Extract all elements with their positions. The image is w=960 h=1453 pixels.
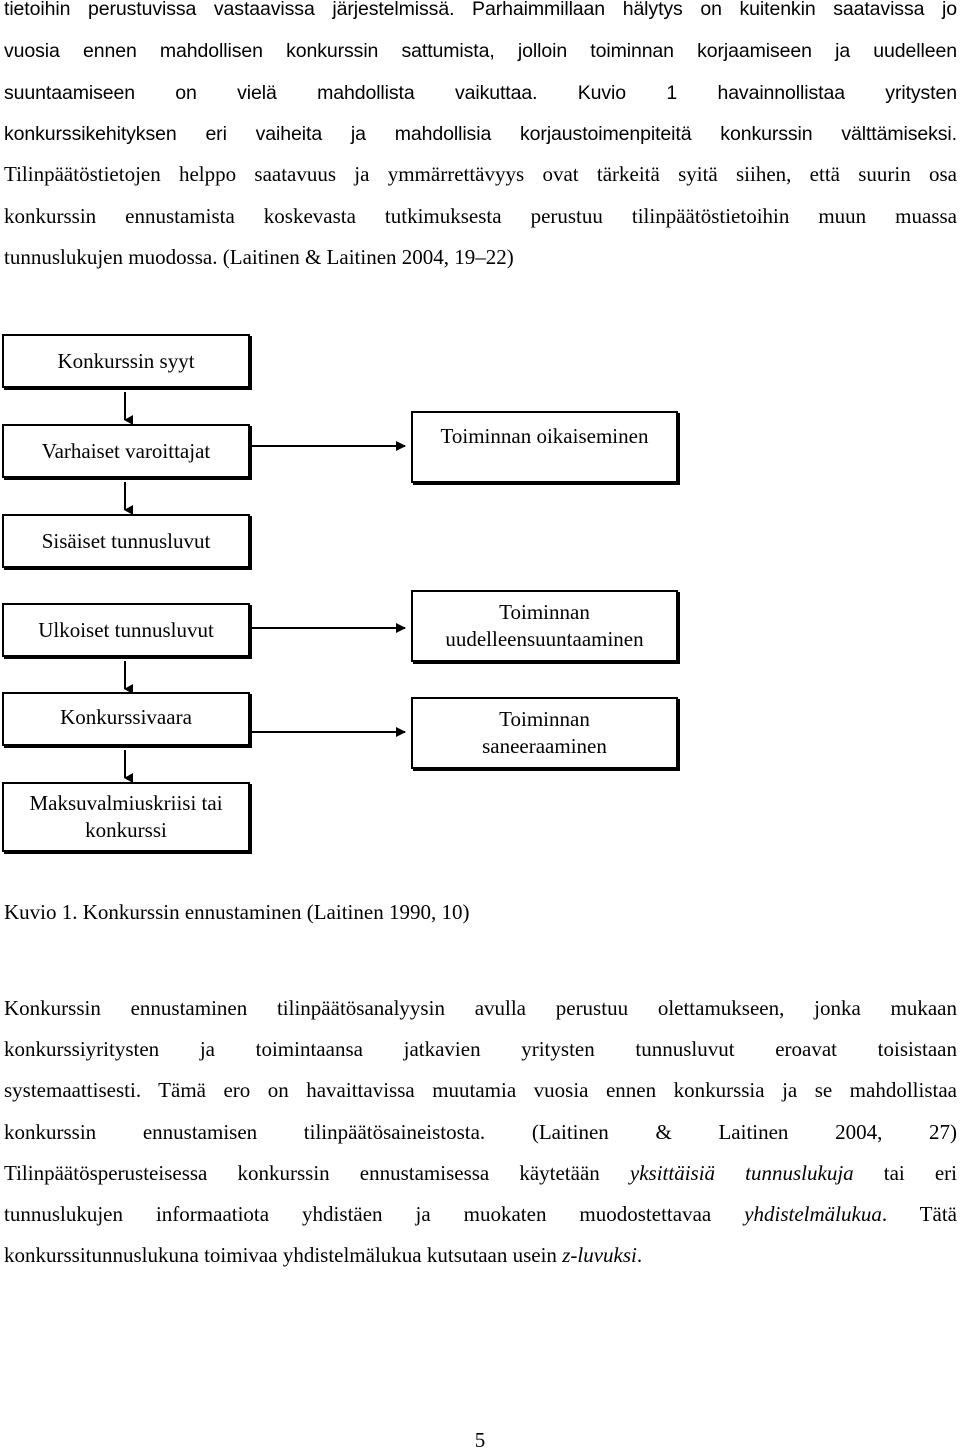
emphasis-term: yhdistelmälukua <box>744 1202 882 1226</box>
box-restructuring <box>411 697 678 769</box>
figure-caption: Kuvio 1. Konkurssin ennustaminen (Laitinen 1990, 10) <box>4 900 470 924</box>
box-bankruptcy-risk <box>2 692 250 746</box>
page-number: 5 <box>474 1428 486 1452</box>
text-run: konkurssitunnuslukuna toimivaa yhdistelmälukua kutsutaan usein <box>4 1243 563 1267</box>
box-label: uudelleensuuntaaminen <box>445 627 644 651</box>
box-label: Maksuvalmiuskriisi tai <box>29 791 223 815</box>
emphasis-term: yksittäisiä tunnuslukuja <box>629 1161 854 1185</box>
box-label: Toiminnan <box>499 707 590 731</box>
box-external-ratios <box>2 603 250 657</box>
box-label: Konkurssin syyt <box>57 348 195 373</box>
text-line: tunnuslukujen muodossa. (Laitinen & Laitinen 2004, 19–22) <box>4 245 514 269</box>
box-label: konkurssi <box>85 818 167 842</box>
text-run: . <box>636 1243 643 1267</box>
box-label: Toiminnan <box>499 600 590 624</box>
box-label: Sisäiset tunnusluvut <box>41 528 211 553</box>
text-line: konkurssikehityksen eri vaiheita ja mahdollisia korjaustoimenpiteitä konkurssin välttämiseksi. <box>4 123 957 145</box>
box-label: saneeraaminen <box>482 734 607 758</box>
text-line: systemaattisesti. Tämä ero on havaittavissa muutamia vuosia ennen konkurssia ja se mahdollistaa <box>4 1078 957 1102</box>
box-redirection <box>411 590 678 662</box>
box-correction <box>411 411 678 483</box>
text-line: Tilinpäätöstietojen helppo saatavuus ja ymmärrettävyys ovat tärkeitä syitä siihen, että suurin osa <box>4 162 957 186</box>
text-line <box>4 1161 957 1186</box>
text-run: tai eri <box>853 1161 957 1185</box>
box-label: Konkurssivaara <box>60 705 192 729</box>
text-run: . Tätä <box>881 1202 957 1226</box>
box-label: Ulkoiset tunnusluvut <box>38 617 214 642</box>
text-line: konkurssin ennustamista koskevasta tutkimuksesta perustuu tilinpäätöstietoihin muun muassa <box>4 204 957 228</box>
emphasis-term: z-luvuksi <box>562 1243 637 1267</box>
text-line: konkurssiyritysten ja toimintaansa jatkavien yritysten tunnusluvut eroavat toisistaan <box>4 1037 957 1061</box>
box-label: Toiminnan oikaiseminen <box>440 424 649 448</box>
box-label: Varhaiset varoittajat <box>41 438 211 463</box>
text-line: vuosia ennen mahdollisen konkurssin sattumista, jolloin toiminnan korjaamiseen ja uudelleen <box>4 40 957 62</box>
box-early-warnings <box>2 424 250 478</box>
box-internal-ratios <box>2 514 250 568</box>
text-run: Tilinpäätösperusteisessa konkurssin ennustamisessa käytetään <box>4 1161 630 1185</box>
text-line: Konkurssin ennustaminen tilinpäätösanalyysin avulla perustuu olettamukseen, jonka mukaan <box>4 996 957 1020</box>
text-line <box>4 1202 957 1227</box>
text-run: tunnuslukujen informaatiota yhdistäen ja muokaten muodostettavaa <box>4 1202 745 1226</box>
text-line: suuntaamiseen on vielä mahdollista vaikuttaa. Kuvio 1 havainnollistaa yritysten <box>4 82 957 104</box>
text-line <box>4 1243 957 1268</box>
text-line: tietoihin perustuvissa vastaavissa järjestelmissä. Parhaimmillaan hälytys on kuitenkin saatavissa jo <box>4 0 957 20</box>
box-insolvency <box>2 782 250 852</box>
text-line: konkurssin ennustamisen tilinpäätösaineistosta. (Laitinen & Laitinen 2004, 27) <box>4 1120 957 1144</box>
box-bankruptcy-causes <box>2 334 250 388</box>
